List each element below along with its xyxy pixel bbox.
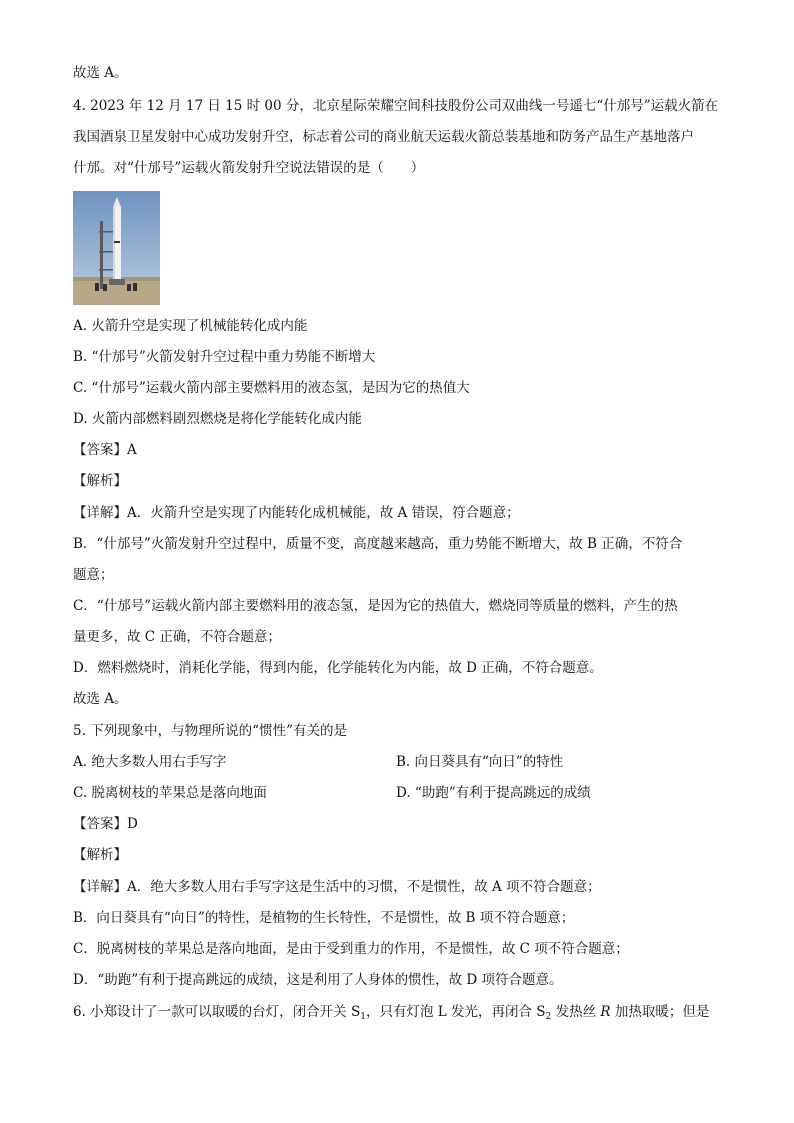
explanation-line: 题意； [73,567,114,583]
option-c: C. “什邡号”运载火箭内部主要燃料用的液态氢，是因为它的热值大 [73,380,470,396]
conclusion-text: 故选 A。 [73,65,128,81]
explanation-line: 【详解】A．绝大多数人用右手写字这是生活中的习惯，不是惯性，故 A 项不符合题意； [73,879,601,895]
analysis-label: 【解析】 [73,847,127,863]
q6-text: 6. 小郑设计了一款可以取暖的台灯，闭合开关 S [73,1004,361,1020]
explanation-line: D．燃料燃烧时，消耗化学能，得到内能，化学能转化为内能，故 D 正确，不符合题意。 [73,660,603,676]
option-c: C. 脱离树枝的苹果总是落向地面 [73,785,267,801]
q6-text: 发热丝 [551,1004,601,1020]
option-b: B. “什邡号”火箭发射升空过程中重力势能不断增大 [73,349,376,365]
q6-var: R [600,1004,611,1020]
q6-text: ，只有灯泡 L 发光，再闭合 S [365,1004,546,1020]
q6-sub: 2 [545,1012,552,1022]
explanation-line: C．“什邡号”运载火箭内部主要燃料用的液态氢，是因为它的热值大，燃烧同等质量的燃料，产生的热 [73,598,678,614]
explanation-line: B．向日葵具有“向日”的特性，是植物的生长特性，不是惯性，故 B 项不符合题意； [73,910,575,926]
q6-text: 加热取暖；但是 [610,1004,710,1020]
question-5-stem: 5. 下列现象中，与物理所说的“惯性”有关的是 [73,723,347,739]
analysis-label: 【解析】 [73,473,127,489]
option-d: D. 火箭内部燃料剧烈燃烧是将化学能转化成内能 [73,411,362,427]
q6-sub: 1 [360,1012,366,1022]
explanation-line: 量更多，故 C 正确，不符合题意； [73,629,281,645]
question-4-stem: 4. 2023 年 12 月 17 日 15 时 00 分，北京星际荣耀空间科技股份公司双曲线一号遥七“什邡号”运载火箭在 [73,98,719,114]
explanation-line: C．脱离树枝的苹果总是落向地面，是由于受到重力的作用，不是惯性，故 C 项不符合题意； [73,941,629,957]
explanation-line: 【详解】A．火箭升空是实现了内能转化成机械能，故 A 错误，符合题意； [73,505,520,521]
option-a: A. 火箭升空是实现了机械能转化成内能 [73,318,308,334]
conclusion-text: 故选 A。 [73,691,128,707]
answer-label: 【答案】A [73,442,137,458]
explanation-line: B．“什邡号”火箭发射升空过程中，质量不变，高度越来越高，重力势能不断增大，故 B 正确，不符合 [73,536,683,552]
question-4-stem: 我国酒泉卫星发射中心成功发射升空，标志着公司的商业航天运载火箭总装基地和防务产品生产基地落户 [73,129,694,145]
rocket-launch-photo [73,191,160,305]
explanation-line: D．“助跑”有利于提高跳远的成绩，这是利用了人身体的惯性，故 D 项符合题意。 [73,972,563,988]
option-a: A. 绝大多数人用右手写字 [73,754,227,770]
question-4-stem: 什邡。对“什邡号”运载火箭发射升空说法错误的是（ ） [73,160,425,176]
question-6-stem [73,1003,709,1026]
answer-label: 【答案】D [73,816,138,832]
option-b: B. 向日葵具有“向日”的特性 [396,754,564,770]
option-d: D. “助跑”有利于提高跳远的成绩 [396,785,591,801]
